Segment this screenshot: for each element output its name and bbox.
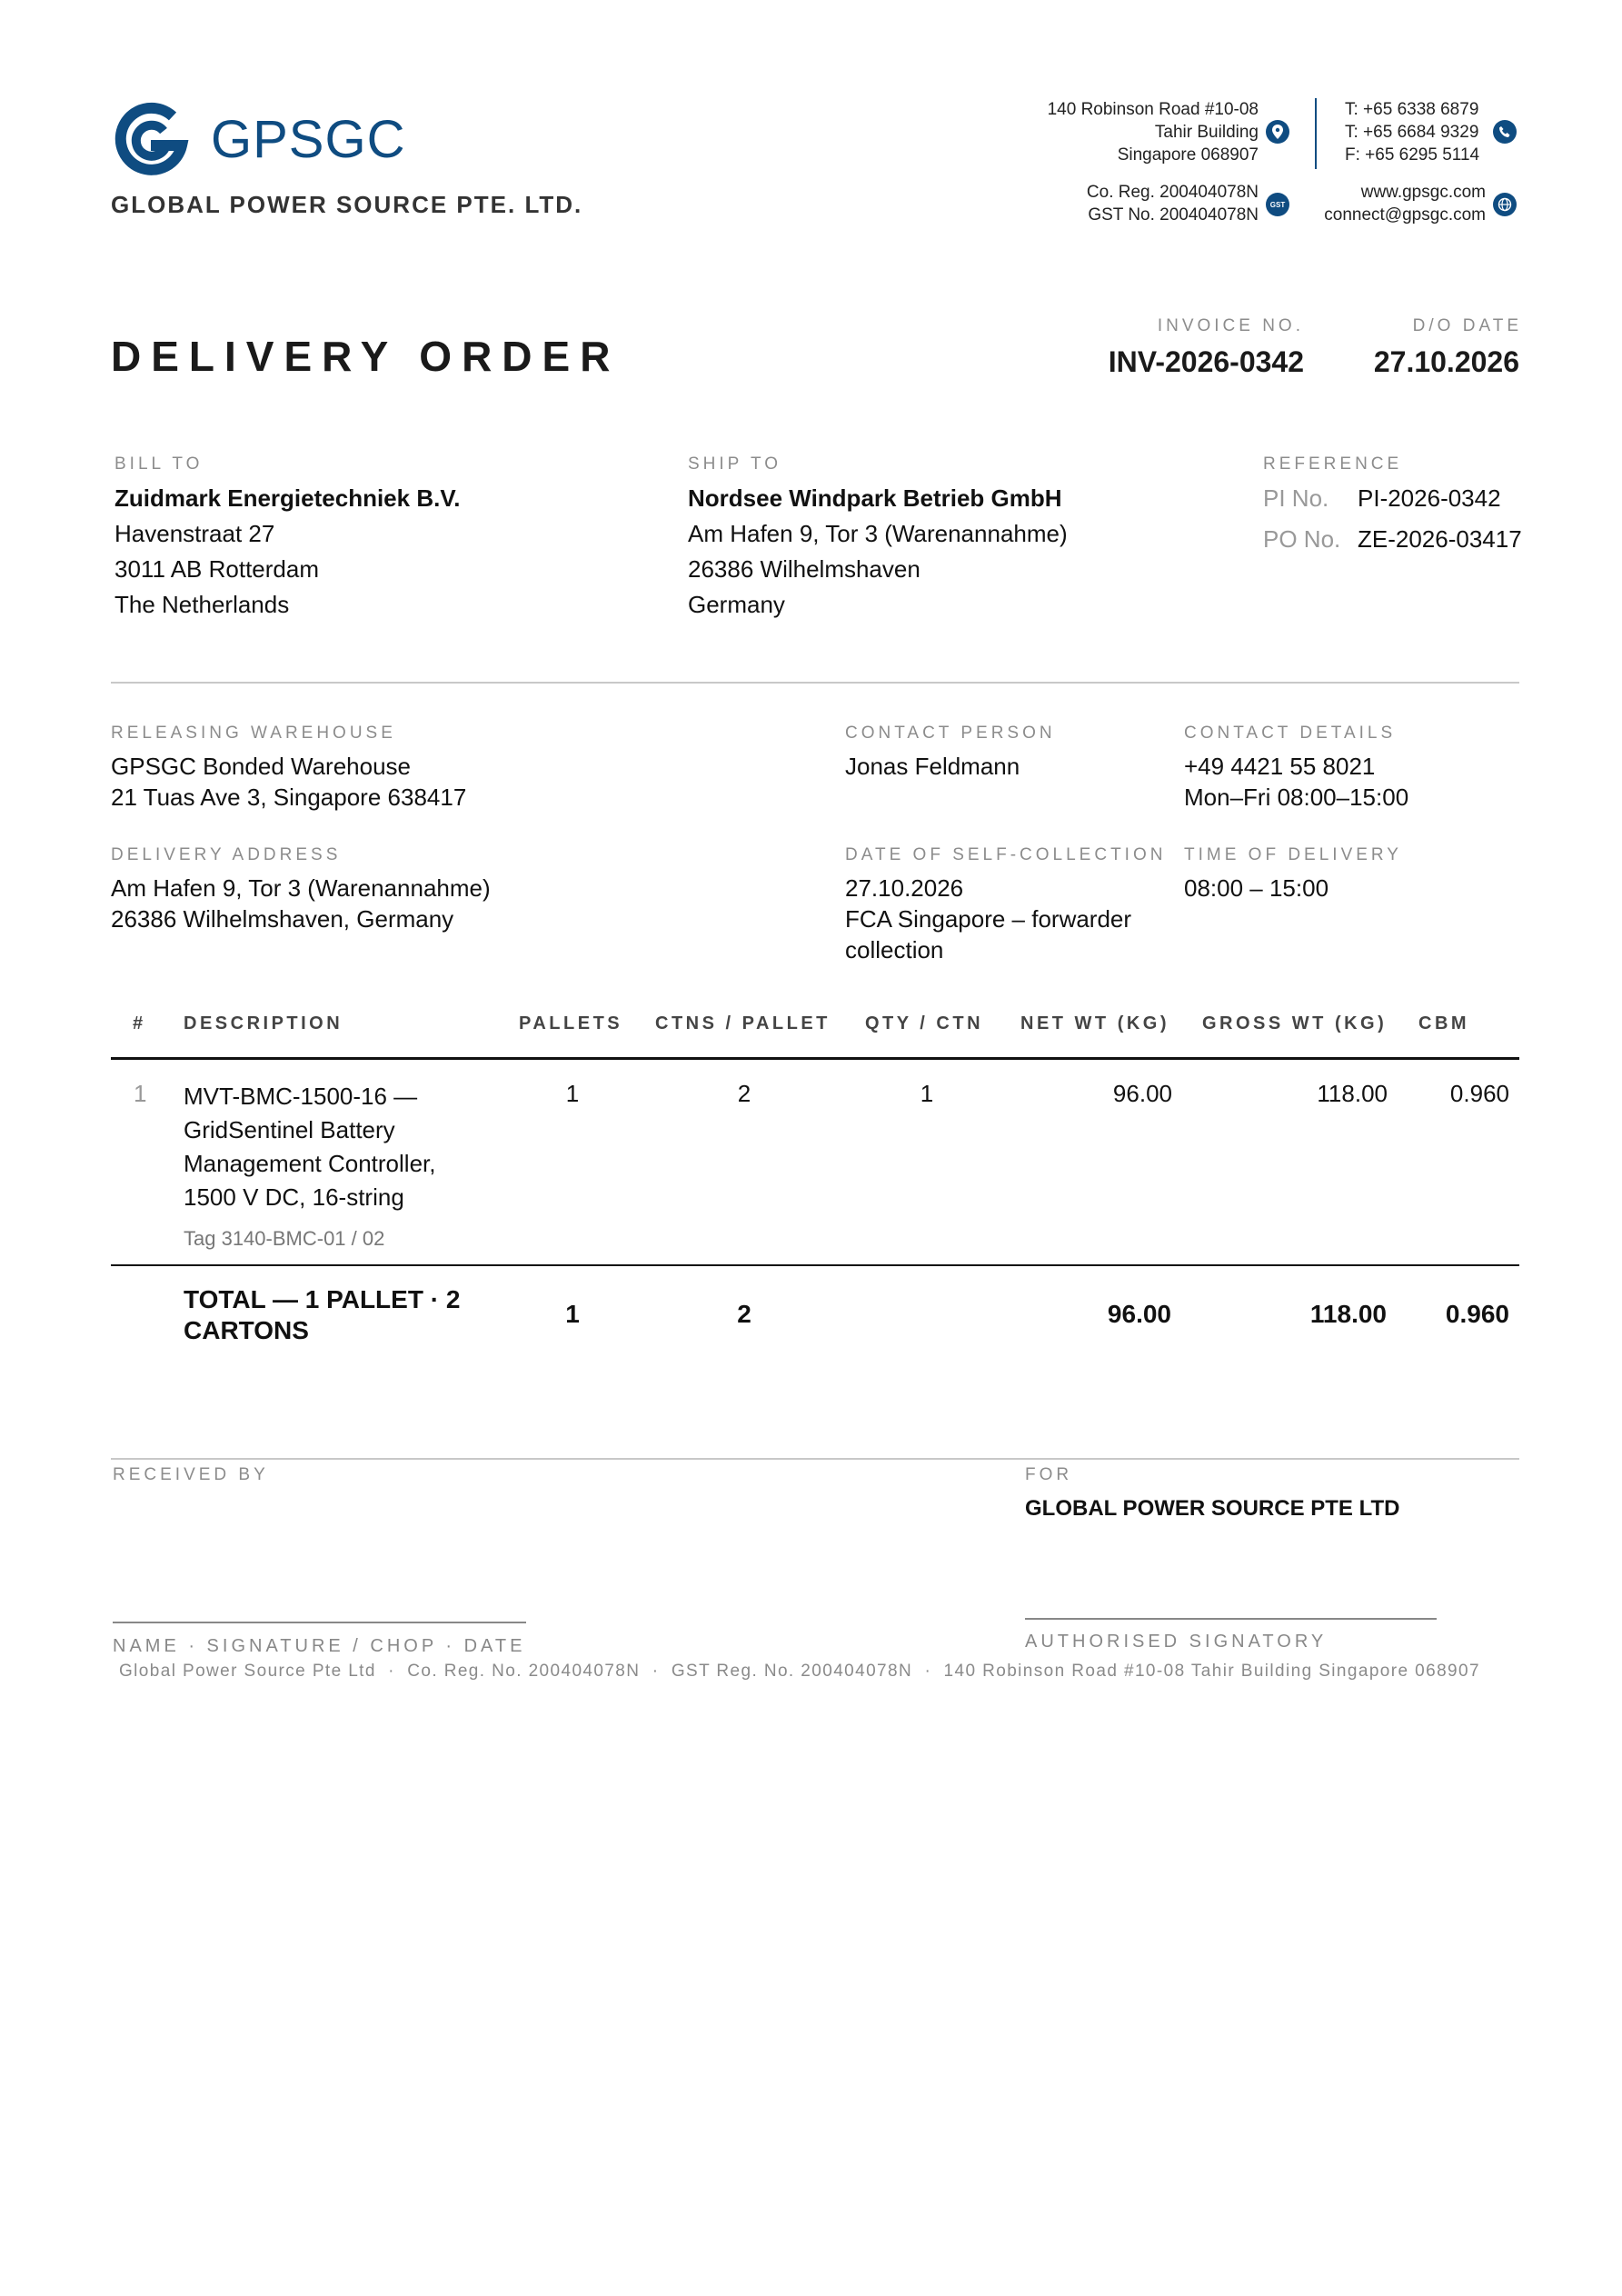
address-line-3: Singapore 068907 [1117,145,1259,165]
company-registration [1087,181,1259,226]
delivery-address-line: 26386 Wilhelmshaven, Germany [111,905,454,933]
time-of-delivery-label: TIME OF DELIVERY [1184,845,1402,864]
bill-to-line: Havenstraat 27 [114,520,275,547]
description-line: 1500 V DC, 16-string [184,1183,404,1211]
col-header-pallets: PALLETS [519,1013,623,1033]
website: www.gpsgc.com [1360,183,1486,202]
company-phones [1345,98,1479,166]
warehouse-block [111,724,466,813]
pi-number: PI-2026-0342 [1358,484,1501,512]
description-line: GridSentinel Battery [184,1116,395,1143]
received-caption: NAME · SIGNATURE / CHOP · DATE [113,1636,526,1656]
for-label: FOR [1025,1465,1073,1484]
total-cbm: 0.960 [1445,1300,1509,1328]
ship-to-line: 26386 Wilhelmshaven [688,555,920,583]
total-ctns: 2 [737,1300,751,1328]
description-line: MVT-BMC-1500-16 — [184,1083,418,1110]
ship-to-line: Am Hafen 9, Tor 3 (Warenannahme) [688,520,1068,547]
item-tag: Tag 3140-BMC-01 / 02 [184,1227,385,1250]
self-collection-label: DATE OF SELF-COLLECTION [845,845,1167,864]
row-cbm: 0.960 [1449,1080,1509,1107]
company-address [1048,98,1259,166]
phone-line-1: T: +65 6338 6879 [1345,100,1479,119]
col-header-gross-wt: GROSS WT (KG) [1202,1013,1388,1033]
col-header-qty-ctn: QTY / CTN [865,1013,984,1033]
email: connect@gpsgc.com [1324,205,1486,225]
authorised-signature-line [1025,1618,1437,1620]
for-company-name: GLOBAL POWER SOURCE PTE LTD [1025,1496,1400,1521]
address-line-2: Tahir Building [1154,123,1259,142]
col-header-num: # [133,1013,146,1033]
table-total-rule [111,1264,1519,1266]
warehouse-line: GPSGC Bonded Warehouse [111,753,411,780]
contact-details-label: CONTACT DETAILS [1184,724,1397,743]
row-description [184,1080,435,1255]
total-label-line: TOTAL — 1 PALLET · 2 [184,1285,461,1313]
reg-line-2: GST No. 200404078N [1088,205,1259,225]
table-header-rule [111,1057,1519,1060]
bill-to-block [114,454,461,621]
time-of-delivery-block [1184,845,1402,903]
ship-to-block [688,454,1068,621]
col-header-description: DESCRIPTION [184,1013,343,1033]
pi-label: PI No. [1263,484,1329,512]
total-net-weight: 96.00 [1107,1300,1171,1328]
reference-block [1263,454,1522,555]
header-divider [1315,98,1317,169]
row-ctns-per-pallet: 2 [737,1080,751,1107]
logo-text: GPSGC [211,110,406,169]
delivery-address-label: DELIVERY ADDRESS [111,845,342,864]
col-header-cbm: CBM [1418,1013,1470,1033]
received-signature-line [113,1622,526,1623]
signature-top-rule [111,1458,1519,1460]
ship-to-label: SHIP TO [688,454,781,474]
description-line: Management Controller, [184,1150,436,1177]
self-collection-line: 27.10.2026 [845,874,964,902]
pi-row [1263,482,1522,514]
total-label-line: CARTONS [184,1316,309,1344]
contact-phone: +49 4421 55 8021 [1184,753,1376,780]
ship-to-name: Nordsee Windpark Betrieb GmbH [688,484,1062,512]
self-collection-block [845,845,1166,965]
row-gross-weight: 118.00 [1317,1080,1388,1107]
delivery-address-line: Am Hafen 9, Tor 3 (Warenannahme) [111,874,491,902]
company-full-name: GLOBAL POWER SOURCE PTE. LTD. [111,191,583,218]
invoice-no-label: INVOICE NO. [1157,316,1304,335]
received-by-label: RECEIVED BY [113,1465,269,1484]
contact-details-block [1184,724,1408,813]
contact-person-label: CONTACT PERSON [845,724,1056,743]
reg-line-1: Co. Reg. 200404078N [1086,183,1259,202]
do-date-label: D/O DATE [1412,316,1522,335]
fax-line: F: +65 6295 5114 [1345,145,1480,165]
gst-icon [1266,193,1289,216]
phone-icon [1493,120,1517,144]
gst-badge-text: GST [1269,200,1286,209]
row-qty-per-ctn: 1 [920,1080,934,1107]
warehouse-label: RELEASING WAREHOUSE [111,724,396,743]
row-pallets: 1 [565,1080,580,1107]
total-gross-weight: 118.00 [1309,1300,1387,1328]
row-number: 1 [134,1080,147,1107]
contact-person-block [845,724,1056,782]
footer-text: Global Power Source Pte Ltd · Co. Reg. No. 200404078N · GST Reg. No. 200404078N · 140 Robinson Road #10-08 Tahir Building Singapore 068907 [119,1662,1480,1681]
contact-hours: Mon–Fri 08:00–15:00 [1184,784,1409,811]
col-header-ctns-pallet: CTNS / PALLET [655,1013,831,1033]
bill-to-name: Zuidmark Energietechniek B.V. [114,484,461,512]
ship-to-line: Germany [688,591,785,618]
authorised-caption: AUTHORISED SIGNATORY [1025,1632,1328,1652]
gpsgc-logo-icon [109,98,193,182]
self-collection-line: collection [845,936,944,963]
section-divider [111,682,1519,684]
bill-to-line: The Netherlands [114,591,290,618]
company-web [1324,181,1486,226]
globe-icon [1493,193,1517,216]
bill-to-label: BILL TO [114,454,204,474]
col-header-net-wt: NET WT (KG) [1020,1013,1170,1033]
row-net-weight: 96.00 [1112,1080,1172,1107]
location-pin-icon [1266,120,1289,144]
reference-label: REFERENCE [1263,454,1403,474]
self-collection-line: FCA Singapore – forwarder [845,905,1132,933]
contact-person: Jonas Feldmann [845,753,1020,780]
total-label [184,1284,460,1346]
company-logo [109,98,193,182]
bill-to-line: 3011 AB Rotterdam [114,555,319,583]
delivery-address-block [111,845,491,934]
document-title: DELIVERY ORDER [111,333,621,380]
phone-line-2: T: +65 6684 9329 [1345,123,1479,142]
po-label: PO No. [1263,525,1341,553]
do-date: 27.10.2026 [1373,345,1519,378]
time-of-delivery: 08:00 – 15:00 [1184,874,1329,902]
invoice-no: INV-2026-0342 [1108,345,1304,378]
address-line-1: 140 Robinson Road #10-08 [1047,100,1259,119]
warehouse-line: 21 Tuas Ave 3, Singapore 638417 [111,784,467,811]
po-number: ZE-2026-03417 [1358,525,1522,553]
po-row [1263,523,1522,555]
total-pallets: 1 [565,1300,580,1328]
